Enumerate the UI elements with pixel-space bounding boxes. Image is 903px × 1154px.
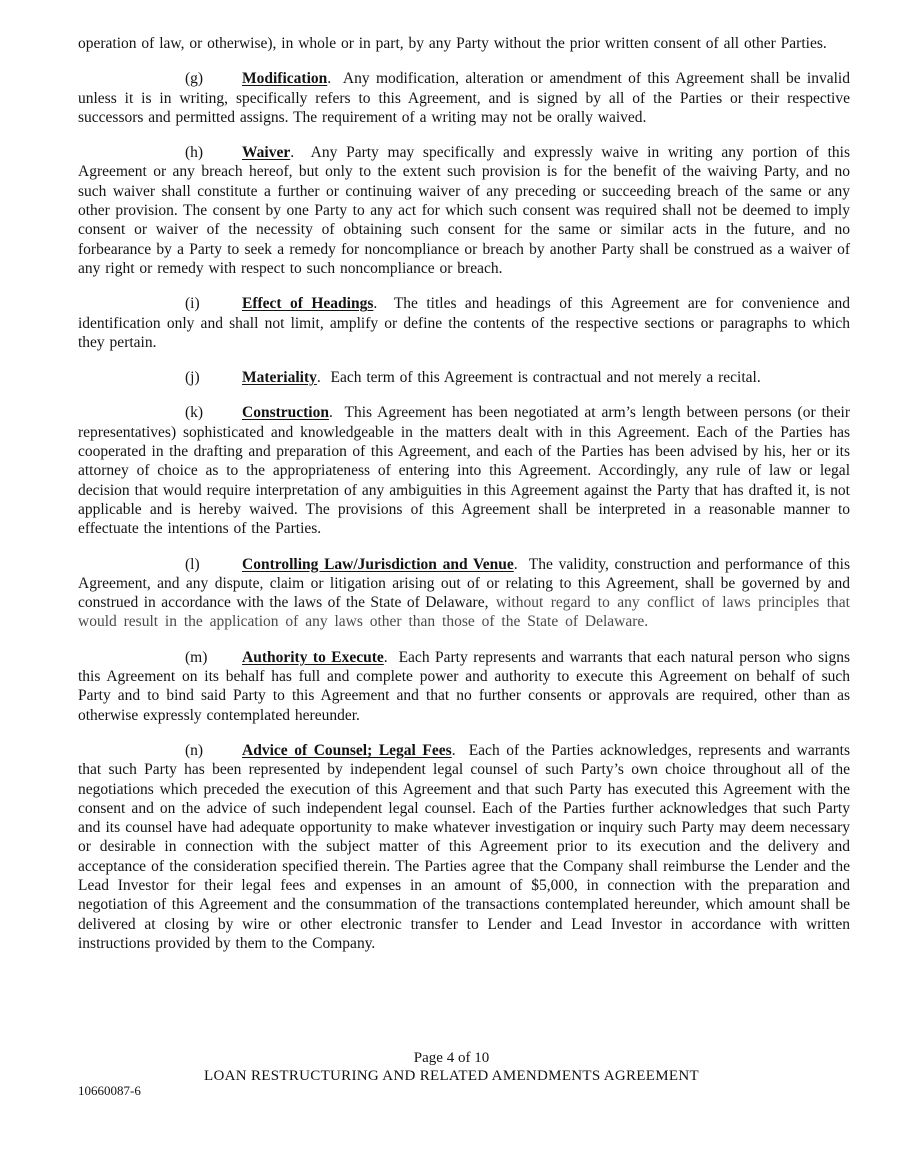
section-paragraph-h	[78, 143, 850, 278]
footer-page-number: Page 4 of 10	[413, 1050, 490, 1066]
section-paragraph-l	[78, 555, 850, 632]
footer-document-title: LOAN RESTRUCTURING AND RELATED AMENDMENTS AGREEMENT	[204, 1068, 699, 1084]
section-text: . Any modification, alteration or amendment of this Agreement shall be invalid unless it is in writing, specifically refers to this Agreement, and is signed by all of the Parties or their respective successors and permitted assigns. The requirement of a writing may not be orally waived.	[78, 70, 850, 126]
section-letter: (h)	[185, 144, 204, 162]
section-paragraph-j	[78, 368, 850, 387]
section-text: . This Agreement has been negotiated at arm’s length between persons (or their representatives) sophisticated and knowledgeable in the matters dealt with in this Agreement. Each of the Parties has cooperated in the drafting and preparation of this Agreement, and each of the Parties has been advised by his, her or its attorney of choice as to the appropriateness of entering into this Agreement. Accordingly, any rule of law or legal decision that would require interpretation of any ambiguities in this Agreement against the Party that has drafted it, is not applicable and is hereby waived. The provisions of this Agreement shall be interpreted in a reasonable manner to effectuate the intentions of the Parties.	[78, 404, 850, 538]
section-heading: Modification	[242, 70, 328, 88]
section-paragraph-k	[78, 403, 850, 538]
section-text: . Each of the Parties acknowledges, represents and warrants that such Party has been represented by independent legal counsel of such Party’s own choice throughout all of the negotiations which preceded the execution of this Agreement and that such Party has executed this Agreement with the consent and on the advice of such independent legal counsel. Each of the Parties further acknowledges that such Party and its counsel have had adequate opportunity to make whatever investigation or inquiry such Party may deem necessary or desirable in connection with the subject matter of this Agreement prior to its execution and the delivery and acceptance of the consideration specified therein. The Parties agree that the Company shall reimburse the Lender and the Lead Investor for their legal fees and expenses in an amount of $5,000, in connection with the preparation and negotiation of this Agreement and the consummation of the transactions contemplated hereunder, which amount shall be delivered at closing by wire or other electronic transfer to Lender and Lead Investor in accordance with written instructions provided by them to the Company.	[78, 741, 850, 952]
section-letter: (m)	[185, 648, 208, 666]
section-heading: Construction	[242, 404, 329, 422]
footer-doc-id: 10660087-6	[78, 1083, 141, 1098]
section-heading: Advice of Counsel; Legal Fees	[242, 741, 452, 759]
section-heading: Authority to Execute	[242, 648, 384, 666]
section-letter: (k)	[185, 404, 204, 422]
section-text: operation of law, or otherwise), in whole or in part, by any Party without the prior written consent of all other Parties.	[78, 35, 827, 52]
section-heading: Controlling Law/Jurisdiction and Venue	[242, 555, 514, 573]
section-letter: (j)	[185, 369, 200, 387]
section-paragraph-i	[78, 294, 850, 352]
section-paragraph-m	[78, 648, 850, 725]
section-heading: Materiality	[242, 369, 317, 387]
section-text: . The validity, construction and performance of this Agreement, and any dispute, claim or litigation arising out of or relating to this Agreement, shall be governed by and construed in accordance with the laws of the State of Delaware,	[78, 555, 850, 612]
section-paragraph-g	[78, 69, 850, 127]
section-text-inserted: without regard to any conflict of laws principles that would result in the application of any laws other than those of the State of Delaware.	[78, 594, 850, 631]
document-body	[78, 34, 850, 969]
section-text: . Each term of this Agreement is contractual and not merely a recital.	[316, 369, 761, 387]
section-letter: (n)	[185, 741, 204, 759]
section-paragraph-n	[78, 741, 850, 953]
section-text: . Each Party represents and warrants that each natural person who signs this Agreement on its behalf has full and complete power and authority to execute this Agreement on behalf of such Party and to bind said Party to this Agreement and that no further consents or approvals are required, other than as otherwise expressly contemplated hereunder.	[78, 648, 851, 724]
section-letter: (l)	[185, 555, 200, 573]
section-letter: (g)	[185, 70, 204, 88]
section-letter: (i)	[185, 295, 200, 313]
section-text: . Any Party may specifically and expressly waive in writing any portion of this Agreement or any breach hereof, but only to the extent such provision is for the benefit of the waiving Party, and no such waiver shall constitute a further or continuing waiver of any preceding or succeeding breach of the same or any other provision. The consent by one Party to any act for which such consent was required shall not be deemed to imply consent or waiver of the necessity of obtaining such consent for the same or similar acts in the future, and no forbearance by a Party to seek a remedy for noncompliance or breach by another Party shall be construed as a waiver of any right or remedy with respect to such noncompliance or breach.	[78, 144, 850, 277]
section-heading: Effect of Headings	[242, 295, 374, 313]
section-text: . The titles and headings of this Agreement are for convenience and identification only and shall not limit, amplify or define the contents of the respective sections or paragraphs to which they pertain.	[78, 295, 850, 351]
continuation-paragraph	[78, 34, 850, 53]
section-heading: Waiver	[242, 144, 291, 162]
